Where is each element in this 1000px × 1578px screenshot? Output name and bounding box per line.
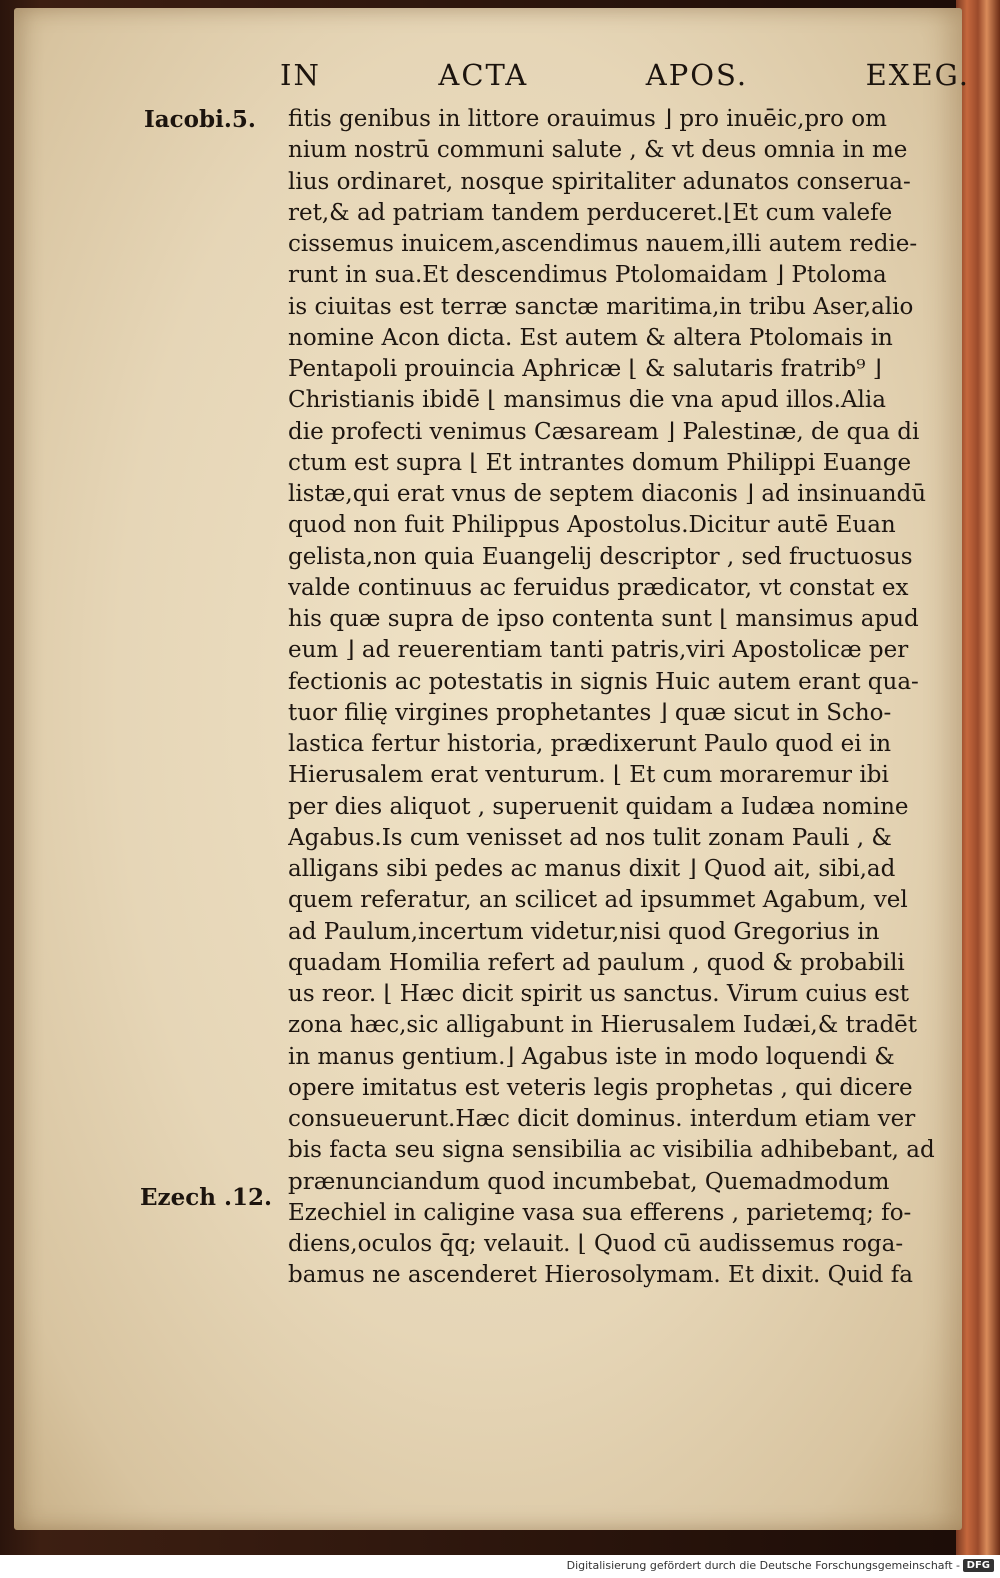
text-line: per dies aliquot , superuenit quidam a Iudæa nomine	[288, 793, 909, 820]
margin-note-ezech: Ezech .12.	[140, 1184, 272, 1211]
text-line: eum ⌋ ad reuerentiam tanti patris,viri Apostolicæ per	[288, 637, 909, 664]
margin-note-iacobi: Iacobi.5.	[144, 106, 256, 133]
text-line: quadam Homilia refert ad paulum , quod & probabili	[288, 949, 905, 976]
text-line: diens,oculos q̄q; velauit. ⌊ Quod cū audissemus roga-	[288, 1231, 904, 1257]
text-line: opere imitatus est veteris legis prophetas , qui dicere	[288, 1074, 913, 1101]
text-line: fitis genibus in littore orauimus ⌋ pro inuēic,pro om	[288, 106, 887, 132]
text-line: Hierusalem erat venturum. ⌊ Et cum moraremur ibi	[288, 762, 889, 789]
text-line: bamus ne ascenderet Hierosolymam. Et dixit. Quid fa	[288, 1262, 913, 1289]
digitization-footer	[0, 1555, 1000, 1578]
text-line: listæ,qui erat vnus de septem diaconis ⌋ ad insinuandū	[288, 481, 927, 507]
text-line: cissemus inuicem,ascendimus nauem,illi autem redie-	[288, 231, 918, 257]
text-line: quod non fuit Philippus Apostolus.Dicitur autē Euan	[288, 512, 896, 539]
text-line: is ciuitas est terræ sanctæ maritima,in tribu Aser,alio	[288, 293, 914, 320]
text-line: zona hæc,sic alligabunt in Hierusalem Iudæi,& tradēt	[288, 1012, 918, 1039]
text-line: nomine Acon dicta. Est autem & altera Ptolomais in	[288, 324, 893, 351]
text-line: tuor filię virgines prophetantes ⌋ quæ sicut in Scho-	[288, 699, 892, 726]
text-line: nium nostrū communi salute , & vt deus omnia in me	[288, 137, 908, 164]
text-line: his quæ supra de ipso contenta sunt ⌊ mansimus apud	[288, 606, 919, 632]
running-head-word-1: IN	[280, 58, 321, 92]
text-line: gelista,non quia Euangelij descriptor , sed fructuosus	[288, 543, 913, 570]
text-line: valde continuus ac feruidus prædicator, vt constat ex	[288, 574, 909, 601]
text-line: us reor. ⌊ Hæc dicit spirit us sanctus. Virum cuius est	[288, 981, 910, 1007]
text-line: ad Paulum,incertum videtur,nisi quod Gregorius in	[288, 918, 880, 945]
running-head-word-3: APOS.	[645, 58, 749, 92]
running-head	[280, 58, 970, 92]
running-head-word-2: ACTA	[438, 58, 529, 92]
body-text	[288, 104, 968, 1292]
text-line: Agabus.Is cum venisset ad nos tulit zonam Pauli , &	[288, 824, 892, 851]
text-line: ret,& ad patriam tandem perduceret.⌊Et cum valefe	[288, 199, 893, 226]
text-line: quem referatur, an scilicet ad ipsummet Agabum, vel	[288, 887, 908, 914]
text-line: lius ordinaret, nosque spiritaliter adunatos conserua-	[288, 168, 911, 195]
text-line: die profecti venimus Cæsaream ⌋ Palestinæ, de qua di	[288, 418, 920, 445]
text-line: Ezechiel in caligine vasa sua efferens , parietemq; fo-	[288, 1199, 912, 1226]
text-line: Christianis ibidē ⌊ mansimus die vna apud illos.Alia	[288, 387, 886, 414]
text-line: lastica fertur historia, prædixerunt Paulo quod ei in	[288, 731, 892, 757]
dfg-logo: DFG	[963, 1559, 994, 1572]
running-head-word-4: EXEG.	[865, 58, 970, 92]
text-line: ctum est supra ⌊ Et intrantes domum Philippi Euange	[288, 449, 912, 476]
text-line: Pentapoli prouincia Aphricæ ⌊ & salutaris fratrib⁹ ⌋	[288, 356, 882, 382]
text-line: consueuerunt.Hæc dicit dominus. interdum etiam ver	[288, 1106, 916, 1132]
text-line: in manus gentium.⌋ Agabus iste in modo loquendi &	[288, 1043, 895, 1070]
text-line: alligans sibi pedes ac manus dixit ⌋ Quod ait, sibi,ad	[288, 856, 896, 882]
text-line: fectionis ac potestatis in signis Huic autem erant qua-	[288, 668, 919, 695]
text-line: prænunciandum quod incumbebat, Quemadmodum	[288, 1168, 890, 1195]
text-line: bis facta seu signa sensibilia ac visibilia adhibebant, ad	[288, 1137, 935, 1164]
text-line: runt in sua.Et descendimus Ptolomaidam ⌋ Ptoloma	[288, 262, 887, 289]
funding-credit: Digitalisierung gefördert durch die Deutsche Forschungsgemeinschaft -	[566, 1559, 960, 1572]
